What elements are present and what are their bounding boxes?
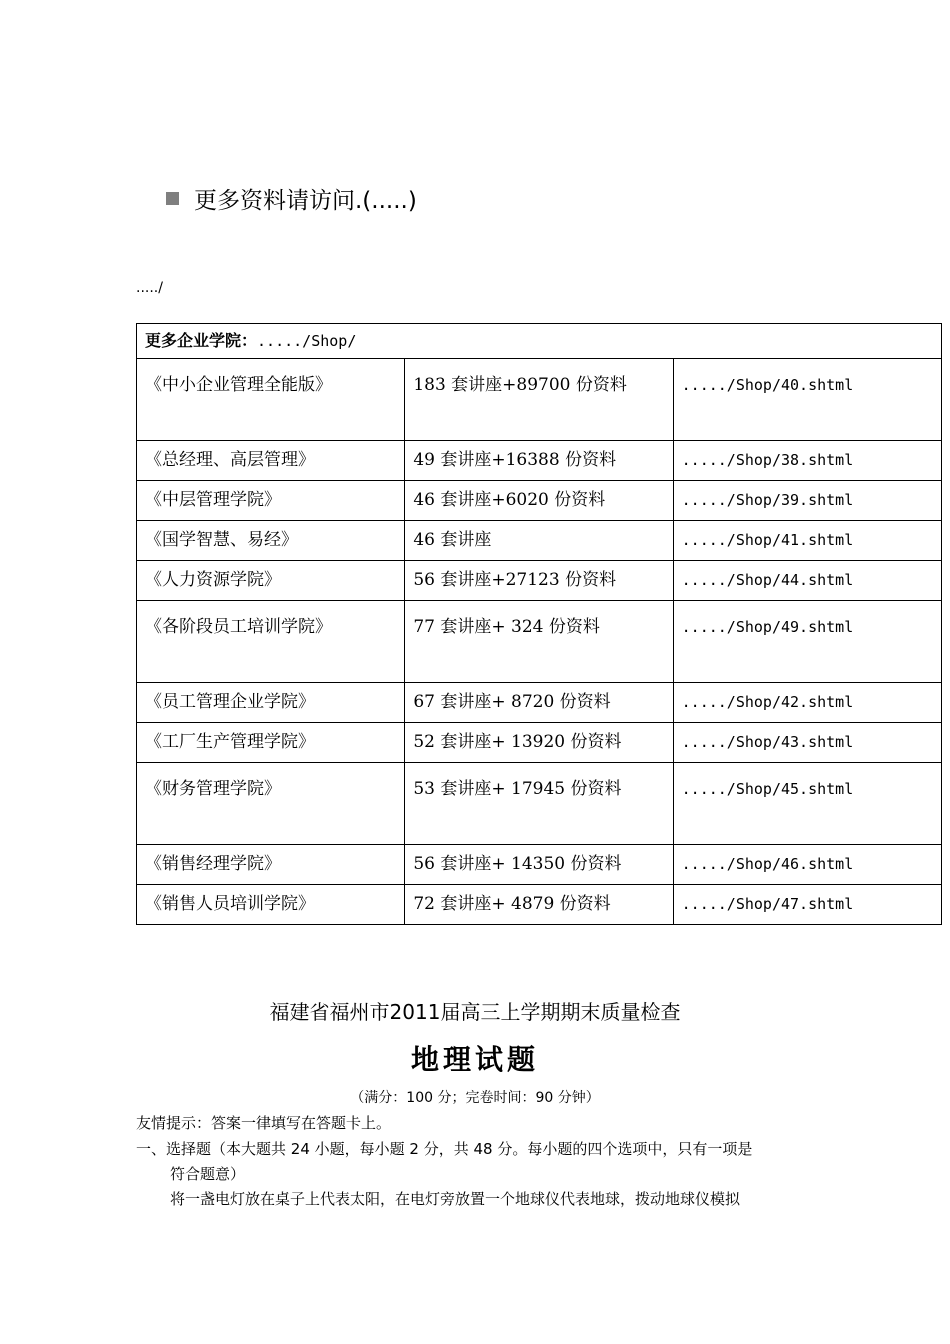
site-link[interactable]: ...../ — [136, 280, 163, 296]
section-heading: 一、选择题（本大题共 24 小题，每小题 2 分，共 48 分。每小题的四个选项中，只有一项是 — [136, 1140, 753, 1158]
course-name: 《销售人员培训学院》 — [137, 885, 405, 925]
course-url[interactable]: ...../Shop/43.shtml — [673, 723, 941, 763]
course-desc: 72 套讲座+ 4879 份资料 — [405, 885, 673, 925]
course-url[interactable]: ...../Shop/38.shtml — [673, 441, 941, 481]
exam-meta: （满分：100 分；完卷时间：90 分钟） — [350, 1090, 600, 1106]
course-name: 《工厂生产管理学院》 — [137, 723, 405, 763]
course-name: 《中层管理学院》 — [137, 481, 405, 521]
table-header-row — [137, 324, 942, 359]
visit-notice — [166, 182, 417, 215]
course-url[interactable]: ...../Shop/40.shtml — [673, 359, 941, 441]
table-row — [137, 441, 942, 481]
course-desc: 46 套讲座 — [405, 521, 673, 561]
table-row — [137, 481, 942, 521]
question-text: 将一盏电灯放在桌子上代表太阳，在电灯旁放置一个地球仪代表地球，拨动地球仪模拟 — [170, 1190, 741, 1208]
table-row — [137, 683, 942, 723]
course-url[interactable]: ...../Shop/49.shtml — [673, 601, 941, 683]
course-url[interactable]: ...../Shop/46.shtml — [673, 845, 941, 885]
course-name: 《人力资源学院》 — [137, 561, 405, 601]
course-table — [136, 323, 942, 925]
square-bullet-icon — [166, 192, 179, 205]
course-url[interactable]: ...../Shop/45.shtml — [673, 763, 941, 845]
exam-title: 地理试题 — [410, 1043, 539, 1076]
section-heading-cont: 符合题意） — [170, 1165, 246, 1183]
course-url[interactable]: ...../Shop/41.shtml — [673, 521, 941, 561]
table-row — [137, 561, 942, 601]
course-url[interactable]: ...../Shop/42.shtml — [673, 683, 941, 723]
course-name: 《总经理、高层管理》 — [137, 441, 405, 481]
table-row — [137, 845, 942, 885]
exam-subtitle: 福建省福州市2011届高三上学期期末质量检查 — [269, 1000, 681, 1024]
table-header-label: 更多企业学院： — [145, 331, 258, 350]
exam-tip: 友情提示：答案一律填写在答题卡上。 — [136, 1114, 392, 1132]
course-desc: 183 套讲座+89700 份资料 — [405, 359, 673, 441]
visit-text: 更多资料请访问.(.....) — [194, 188, 417, 214]
table-row — [137, 763, 942, 845]
course-desc: 46 套讲座+6020 份资料 — [405, 481, 673, 521]
table-row — [137, 359, 942, 441]
course-desc: 52 套讲座+ 13920 份资料 — [405, 723, 673, 763]
course-desc: 49 套讲座+16388 份资料 — [405, 441, 673, 481]
table-header-url[interactable]: ...../Shop/ — [257, 332, 357, 350]
course-name: 《中小企业管理全能版》 — [137, 359, 405, 441]
course-url[interactable]: ...../Shop/39.shtml — [673, 481, 941, 521]
table-row — [137, 723, 942, 763]
course-name: 《员工管理企业学院》 — [137, 683, 405, 723]
course-desc: 53 套讲座+ 17945 份资料 — [405, 763, 673, 845]
table-row — [137, 885, 942, 925]
table-row — [137, 521, 942, 561]
table-row — [137, 601, 942, 683]
course-desc: 77 套讲座+ 324 份资料 — [405, 601, 673, 683]
course-url[interactable]: ...../Shop/44.shtml — [673, 561, 941, 601]
course-name: 《销售经理学院》 — [137, 845, 405, 885]
course-desc: 67 套讲座+ 8720 份资料 — [405, 683, 673, 723]
course-desc: 56 套讲座+ 14350 份资料 — [405, 845, 673, 885]
table-header-cell — [137, 324, 942, 359]
course-url[interactable]: ...../Shop/47.shtml — [673, 885, 941, 925]
course-desc: 56 套讲座+27123 份资料 — [405, 561, 673, 601]
course-name: 《国学智慧、易经》 — [137, 521, 405, 561]
course-name: 《财务管理学院》 — [137, 763, 405, 845]
course-name: 《各阶段员工培训学院》 — [137, 601, 405, 683]
